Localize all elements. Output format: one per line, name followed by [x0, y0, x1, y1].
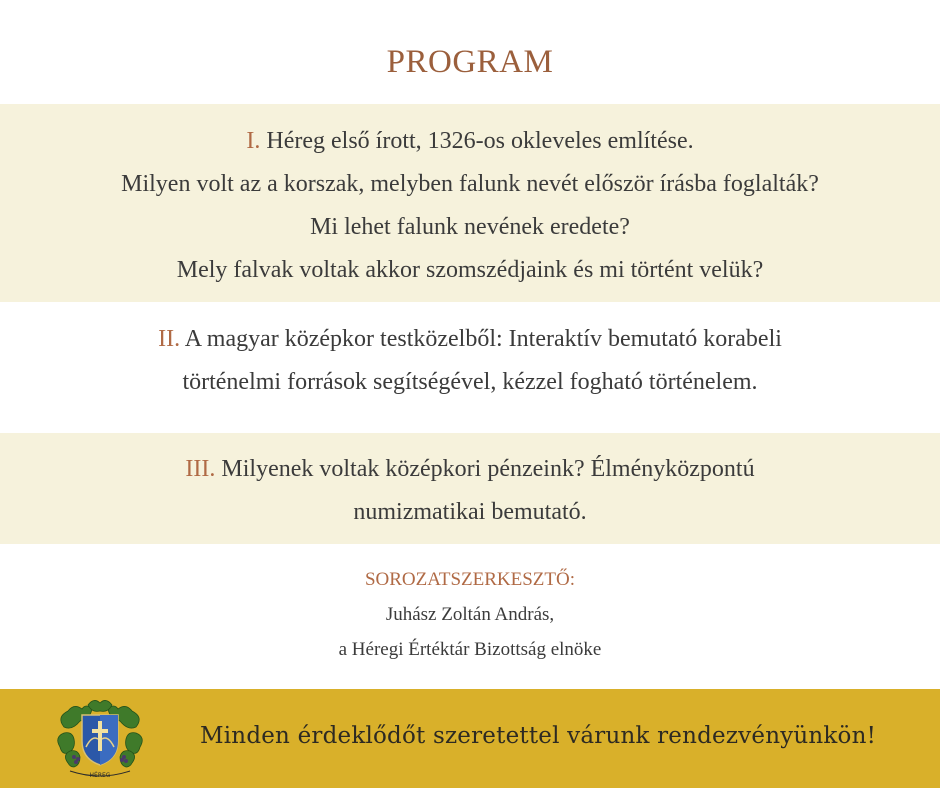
footer-invitation-text: Minden érdeklődőt szeretettel várunk rendezvényünkön! — [200, 723, 877, 749]
section-2-line-2: történelmi források segítségével, kézzel fogható történelem. — [182, 369, 758, 395]
editor-label: SOROZATSZERKESZTŐ: — [364, 569, 576, 590]
section-2-numeral: II. — [158, 326, 181, 352]
section-2-line-1 — [0, 318, 940, 361]
section-1-line-1 — [0, 120, 940, 163]
section-1-line-4: Mely falvak voltak akkor szomszédjaink és mi történt velük? — [176, 257, 764, 283]
section-2-text-1: A magyar középkor testközelből: Interaktív bemutató korabeli — [184, 326, 782, 352]
section-1-line-2: Milyen volt az a korszak, melyben falunk nevét először írásba foglalták? — [121, 171, 819, 197]
section-3-numeral: III. — [185, 456, 216, 482]
footer-band — [0, 689, 940, 788]
section-3-text-1: Milyenek voltak középkori pénzeink? Élményközpontú — [221, 456, 755, 482]
program-section-1 — [0, 120, 940, 292]
section-1-line-3: Mi lehet falunk nevének eredete? — [310, 214, 630, 240]
section-1-text-1: Héreg első írott, 1326-os okleveles említése. — [266, 128, 694, 154]
program-section-3 — [0, 448, 940, 534]
village-crest-icon — [54, 697, 146, 781]
crest-banner-text: HÉREG — [89, 772, 111, 779]
section-3-line-2: numizmatikai bemutató. — [353, 499, 587, 525]
editor-role: a Héregi Értéktár Bizottság elnöke — [338, 639, 602, 660]
section-3-line-1 — [0, 448, 940, 491]
program-section-2 — [0, 318, 940, 404]
page-title: PROGRAM — [386, 44, 554, 80]
editor-name: Juhász Zoltán András, — [385, 604, 555, 625]
section-1-numeral: I. — [246, 128, 261, 154]
